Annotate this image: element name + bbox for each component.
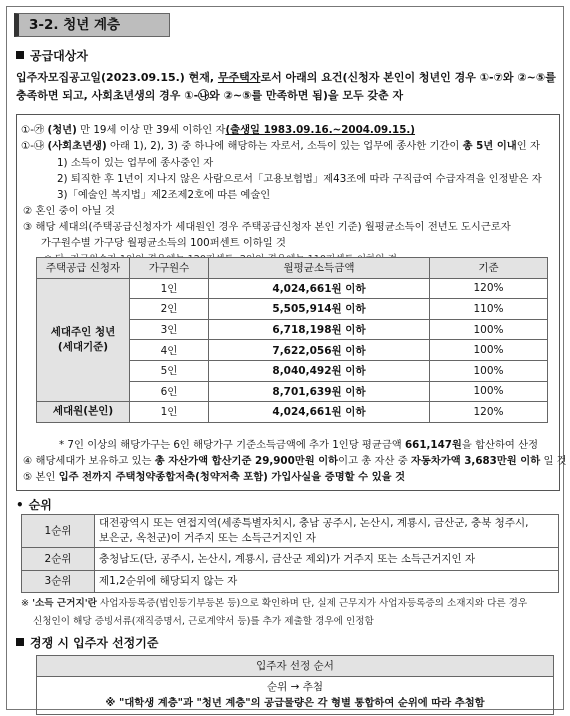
cell-members: 1인 bbox=[130, 402, 209, 423]
cell-amount: 5,505,914원 이하 bbox=[209, 299, 430, 320]
priority-heading-label: 순위 bbox=[28, 498, 52, 512]
cell-rank-desc: 충청남도(단, 공주시, 논산시, 계룡시, 금산군 제외)가 거주지 또는 소득근거지인 자 bbox=[95, 548, 559, 571]
supply-heading-label: 공급대상자 bbox=[30, 49, 88, 63]
note-text: 사업자등록증(법인등기부등본 등)으로 확인하며 단, 실제 근무지가 사업자등록증의 소재지와 다른 경우 bbox=[96, 598, 528, 609]
income-base-note bbox=[21, 595, 561, 631]
req-text: 만 19세 이상 만 39세 이하인 자 bbox=[76, 124, 226, 136]
req-car-limit: 자동차가액 3,683만원 이하 bbox=[410, 455, 541, 467]
cell-rank: 1순위 bbox=[22, 515, 95, 548]
col-amount: 월평균소득금액 bbox=[209, 258, 430, 279]
selection-table-header: 입주자 선정 순서 bbox=[37, 656, 553, 677]
table-row bbox=[22, 571, 559, 593]
req-marker: ② bbox=[23, 205, 33, 217]
req-text: 인 자 bbox=[516, 140, 540, 152]
req-marker: ④ bbox=[23, 455, 33, 467]
cell-amount: 4,024,661원 이하 bbox=[209, 402, 430, 423]
req-text: 아래 1), 2), 3) 중 하나에 해당하는 자로서, 소득이 있는 업무에 종사한 기간이 bbox=[106, 140, 463, 152]
note-text: ※ bbox=[21, 598, 33, 609]
selection-order: 순위 → 추첨 bbox=[266, 681, 324, 693]
req-income-cont: 가구원수별 가구당 월평균소득의 100퍼센트 이하일 것 bbox=[41, 237, 286, 249]
rank-desc-line: 보은군, 옥천군)이 거주지 또는 소득근거지인 자 bbox=[99, 532, 316, 544]
cell-amount: 8,040,492원 이하 bbox=[209, 360, 430, 381]
supply-intro bbox=[16, 69, 556, 105]
selection-note: ※ "대학생 계층"과 "청년 계층"의 공급물량은 각 형별 통합하여 순위에 따라 추첨함 bbox=[105, 697, 485, 709]
req-text: 해당세대가 보유하고 있는 bbox=[35, 455, 155, 467]
req-label: (사회초년생) bbox=[47, 140, 107, 152]
supply-heading bbox=[16, 47, 88, 64]
req-savings bbox=[23, 470, 405, 485]
req-sub-3: 3)「예술인 복지법」제2조제2호에 따른 예술인 bbox=[57, 189, 271, 201]
req-assets bbox=[23, 454, 567, 469]
cell-amount: 6,718,198원 이하 bbox=[209, 319, 430, 340]
req-youth bbox=[21, 123, 415, 138]
group-label: 세대주인 청년 (세대기준) bbox=[50, 325, 116, 353]
rank-desc-line: 대전광역시 또는 연접지역(세종특별자치시, 충남 공주시, 논산시, 계룡시, 금산군, 충북 청주시, bbox=[99, 517, 529, 529]
cell-members: 4인 bbox=[130, 340, 209, 361]
table-row bbox=[37, 278, 548, 299]
table-note-text: * 7인 이상의 해당가구는 6인 해당가구 기준소득금액에 추가 1인당 평균금액 bbox=[59, 439, 405, 451]
table-row bbox=[22, 548, 559, 571]
square-bullet-icon bbox=[16, 638, 24, 646]
req-text: 일 것 bbox=[540, 455, 567, 467]
selection-table-body bbox=[37, 677, 553, 714]
cell-standard: 100% bbox=[430, 381, 548, 402]
group-household-member: 세대원(본인) bbox=[37, 402, 130, 423]
cell-amount: 8,701,639원 이하 bbox=[209, 381, 430, 402]
cell-rank-desc: 제1,2순위에 해당되지 않는 자 bbox=[95, 571, 559, 593]
req-label: (청년) bbox=[47, 124, 77, 136]
document-page bbox=[6, 6, 567, 710]
req-marker: ①-㉮ bbox=[21, 124, 45, 136]
req-marker: ①-㉯ bbox=[21, 140, 45, 152]
note-term: '소득 근거지'란 bbox=[32, 598, 97, 609]
req-marker: ③ bbox=[23, 221, 33, 233]
cell-members: 2인 bbox=[130, 299, 209, 320]
col-members: 가구원수 bbox=[130, 258, 209, 279]
income-table bbox=[36, 257, 548, 423]
table-row bbox=[37, 402, 548, 423]
req-asset-limit: 총 자산가액 합산기준 29,900만원 이하 bbox=[154, 455, 339, 467]
req-income bbox=[23, 220, 511, 235]
priority-heading bbox=[16, 496, 52, 513]
cell-standard: 100% bbox=[430, 360, 548, 381]
cell-standard: 100% bbox=[430, 340, 548, 361]
req-text: 해당 세대의(주택공급신청자가 세대원인 경우 주택공급신청자 본인 기준) 월평균소득이 전년도 도시근로자 bbox=[35, 221, 511, 233]
cell-standard: 120% bbox=[430, 402, 548, 423]
intro-text: 로서 아래의 요건(신청자 본인이 청년인 경우 ①-⑦와 ②~⑤를 bbox=[260, 71, 556, 84]
income-table-header bbox=[37, 258, 548, 279]
req-period: 총 5년 이내 bbox=[462, 140, 517, 152]
selection-table bbox=[36, 655, 554, 715]
req-sub-2: 2) 퇴직한 후 1년이 지나지 않은 사람으로서「고용보험법」제43조에 따라 구직급여 수급자격을 인정받은 자 bbox=[57, 173, 542, 185]
req-savings-text: 입주 전까지 주택청약종합저축(청약저축 포함) 가입사실을 증명할 수 있을 것 bbox=[58, 471, 406, 483]
priority-table bbox=[21, 514, 559, 593]
cell-amount: 7,622,056원 이하 bbox=[209, 340, 430, 361]
intro-text: 충족하면 되고, 사회초년생의 경우 ①-㉯와 ②~⑤를 만족하면 됨)을 모두 갖춘 자 bbox=[16, 89, 404, 102]
req-unmarried bbox=[23, 204, 115, 219]
req-text: 혼인 중이 아닐 것 bbox=[35, 205, 115, 217]
cell-standard: 120% bbox=[430, 278, 548, 299]
req-sub-1: 1) 소득이 있는 업무에 종사중인 자 bbox=[57, 157, 214, 169]
table-row bbox=[22, 515, 559, 548]
cell-rank: 2순위 bbox=[22, 548, 95, 571]
group-head-of-household bbox=[37, 278, 130, 402]
cell-amount: 4,024,661원 이하 bbox=[209, 278, 430, 299]
cell-rank-desc bbox=[95, 515, 559, 548]
cell-standard: 110% bbox=[430, 299, 548, 320]
table-note-text: 을 합산하여 산정 bbox=[461, 439, 539, 451]
col-standard: 기준 bbox=[430, 258, 548, 279]
note-text: 신청인이 해당 증빙서류(재직증명서, 근로계약서 등)를 추가 제출할 경우에 인정함 bbox=[33, 616, 374, 627]
cell-members: 3인 bbox=[130, 319, 209, 340]
cell-members: 6인 bbox=[130, 381, 209, 402]
cell-members: 1인 bbox=[130, 278, 209, 299]
table-note-amount: 661,147원 bbox=[405, 439, 462, 451]
selection-heading-label: 경쟁 시 입주자 선정기준 bbox=[30, 636, 159, 650]
cell-rank: 3순위 bbox=[22, 571, 95, 593]
col-applicant: 주택공급 신청자 bbox=[37, 258, 130, 279]
section-title: 3-2. 청년 계층 bbox=[14, 13, 170, 37]
req-marker: ⑤ bbox=[23, 471, 33, 483]
square-bullet-icon bbox=[16, 51, 24, 59]
intro-nohome: 무주택자 bbox=[217, 71, 261, 84]
selection-heading bbox=[16, 634, 158, 651]
cell-members: 5인 bbox=[130, 360, 209, 381]
table-note bbox=[59, 438, 538, 453]
req-newcomer bbox=[21, 139, 540, 154]
cell-standard: 100% bbox=[430, 319, 548, 340]
req-text: 본인 bbox=[35, 471, 59, 483]
intro-text: 입주자모집공고일(2023.09.15.) 현재, bbox=[16, 71, 218, 84]
dot-bullet-icon: • bbox=[16, 498, 24, 512]
req-text: 이고 총 자산 중 bbox=[338, 455, 411, 467]
req-birth-range: (출생일 1983.09.16.~2004.09.15.) bbox=[225, 124, 416, 136]
